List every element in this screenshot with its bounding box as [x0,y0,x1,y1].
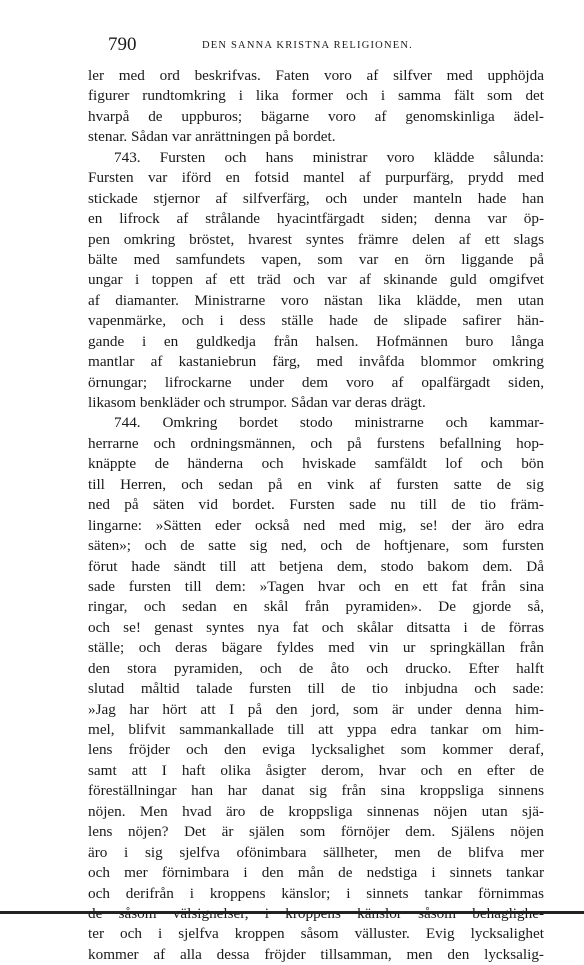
text-line: lens nöjen? Det är själen som förnöjer dem. Själens nöjen [88,823,544,841]
text-line: ter och i sjelfva kroppen såsom välluster. Evig lycksalighet [88,925,544,943]
body-text [88,66,544,965]
text-line: stickade stjernor af silfverfärg, och under manteln hade han [88,189,544,207]
text-line: och mer förnimbara i den mån de nedstiga i sinnets tankar [88,864,544,882]
text-line: och se! genast syntes nya fat och skålar ditsatta i de förras [88,618,544,636]
text-line: 744. Omkring bordet stodo ministrarne och kammar- [114,414,544,432]
text-line: 743. Fursten och hans ministrar voro klädde sålunda: [114,148,544,166]
text-line: äro i sig sjelfva ofönimbara sällheter, men de blifva mer [88,843,544,861]
text-line: föreställningar han har danat sig från sina kroppsliga sinnens [88,782,544,800]
text-line: lens fröjder och den eviga lycksalighet som kommer deraf, [88,741,544,759]
text-line: hvarpå de uppburos; bägarne voro af genomskinliga ädel- [88,107,544,125]
text-line: vapenmärke, och i dess ställe hade de slipade safirer hän- [88,312,544,330]
text-line: ler med ord beskrifvas. Faten voro af silfver med upphöjda [88,67,544,84]
text-line [88,904,544,924]
text-line: den stora pyramiden, och de åto och drucko. Efter halft [88,659,544,677]
text-line: ned på säten vid bordet. Fursten sade nu till de tio främ- [88,496,544,514]
text-line: figurer rundtomkring i lika former och i samma fält som det [88,87,544,105]
text-line: en lifrock af strålande hyacintfärgadt siden; denna var öp- [88,210,544,228]
text-line: säten»; och de satte sig ned, och de hoftjenare, som fursten [88,537,544,555]
bottom-rule [0,911,584,914]
text-line: herrarne och ordningsmännen, och på furstens befallning hop- [88,434,544,452]
text-line: samt att I haft olika åsigter derom, hvar och en efter de [88,761,544,779]
text-line: mantlar af kastaniebrun färg, med invåfda blommor omkring [88,353,544,371]
text-line: gande i en guldkedja från halsen. Hofmännen buro långa [88,332,544,350]
text-line: ställe; och deras bägare fyldes med vin ur springkällan från [88,639,544,657]
text-line: mel, blifvit sammankallade till att yppa edra tankar om him- [88,721,544,738]
text-line: stenar. Sådan var anrättningen på bordet. [88,128,336,146]
page-header [92,34,544,58]
text-line: ungar i toppen af ett träd och var af skinande guld omgifvet [88,271,544,289]
text-line: Fursten var iförd en fotsid mantel af purpurfärg, prydd med [88,169,544,187]
text-line: örnungar; lifrockarne under dem voro af opalfärgadt siden, [88,373,544,391]
text-line: kommer af alla dessa fröjder tillsamman, men den lycksalig- [88,945,544,963]
text-line: likasom benkläder och strumpor. Sådan var deras drägt. [88,394,426,411]
text-line: bälte med samfundets vapen, som var en örn liggande på [88,250,544,268]
text-line: ringar, och sedan en skål från pyramiden». De gjorde så, [88,598,544,616]
text-line: slutad måltid talade fursten till de tio inbjudna och sade: [88,680,544,698]
text-line: sade fursten till dem: »Tagen hvar och en ett fat från sina [88,577,544,595]
text-line: lingarne: »Sätten eder också ned med mig, se! der äro edra [88,516,544,534]
page-number: 790 [108,34,137,55]
text-line: nöjen. Men hvad äro de kroppsliga sinnenas nöjen utan sjä- [88,802,544,820]
text-line: af diamanter. Ministrarne voro nästan lika klädde, men utan [88,291,544,309]
text-line: knäppte de händerna och hviskade samfäldt lof och bön [88,455,544,473]
text-line: »Jag har hört att I på den jord, som är under denna him- [88,700,544,718]
text-line: förut hade sändt till att betjena dem, stodo bakom dem. Då [88,557,544,575]
text-line: och derifrån i kroppens känslor; i sinnets tankar förnimmas [88,884,544,902]
running-title: DEN SANNA KRISTNA RELIGIONEN. [202,40,413,51]
text-line: till Herren, och sedan på en vink af fursten satte de sig [88,475,544,493]
text-line: pen omkring bröstet, hvarest syntes främre delen af ett slags [88,230,544,248]
